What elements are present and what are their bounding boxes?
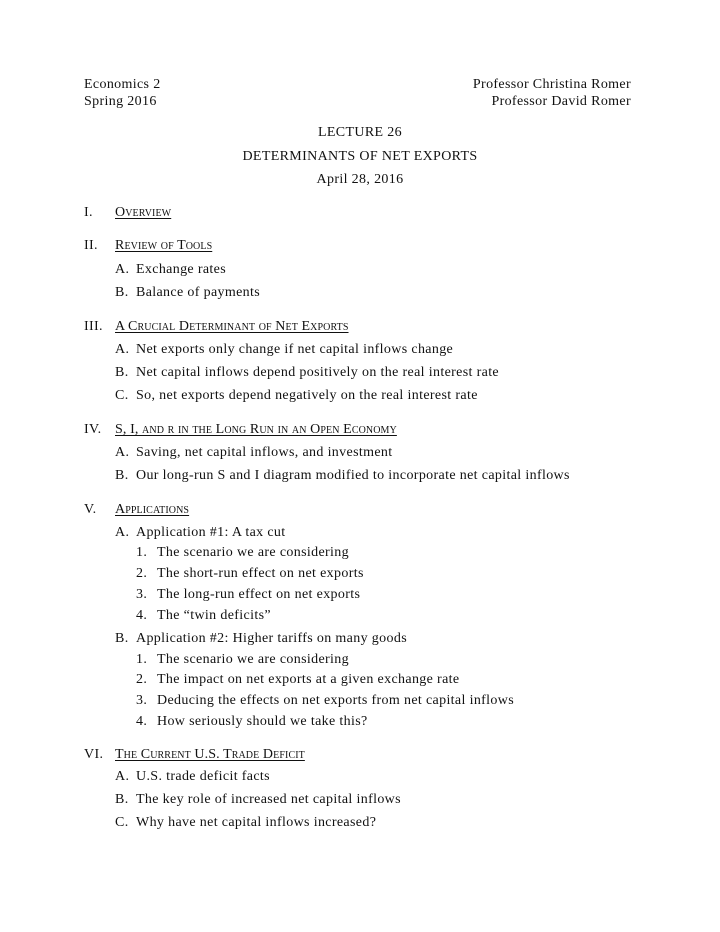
term: Spring 2016 (84, 94, 157, 109)
item-label: C. (115, 815, 129, 830)
section-number: V. (84, 502, 97, 517)
item-label: B. (115, 285, 129, 300)
item-label: A. (115, 342, 130, 357)
item-label: A. (115, 769, 130, 784)
item-text: Application #1: A tax cut (136, 525, 286, 540)
item-label: C. (115, 388, 129, 403)
item-text: Our long-run S and I diagram modified to incorporate net capital inflows (136, 468, 570, 483)
item-text: Saving, net capital inflows, and investment (136, 445, 393, 460)
item-text: U.S. trade deficit facts (136, 769, 270, 784)
section-number: III. (84, 319, 103, 334)
item-label: A. (115, 445, 130, 460)
lecture-date: April 28, 2016 (316, 172, 404, 187)
subitem-label: 4. (136, 714, 148, 729)
subitem-text: How seriously should we take this? (157, 714, 368, 729)
section-heading: Review of Tools (115, 238, 213, 253)
item-text: Application #2: Higher tariffs on many goods (136, 631, 407, 646)
item-label: B. (115, 468, 129, 483)
subitem-text: The impact on net exports at a given exchange rate (157, 672, 460, 687)
subitem-text: The short-run effect on net exports (157, 566, 364, 581)
section-heading: Overview (115, 205, 172, 220)
section-number: II. (84, 238, 98, 253)
item-label: A. (115, 262, 130, 277)
subitem-text: The scenario we are considering (157, 652, 349, 667)
subitem-label: 4. (136, 608, 148, 623)
subitem-label: 1. (136, 652, 148, 667)
item-text: Why have net capital inflows increased? (136, 815, 377, 830)
item-label: B. (115, 365, 129, 380)
item-label: B. (115, 631, 129, 646)
item-text: Net capital inflows depend positively on the real interest rate (136, 365, 499, 380)
subitem-label: 3. (136, 587, 148, 602)
section-heading: The Current U.S. Trade Deficit (115, 747, 305, 762)
item-text: Net exports only change if net capital inflows change (136, 342, 454, 357)
lecture-title: DETERMINANTS OF NET EXPORTS (242, 149, 478, 164)
section-number: VI. (84, 747, 104, 762)
item-label: A. (115, 525, 130, 540)
subitem-label: 3. (136, 693, 148, 708)
section-number: I. (84, 205, 93, 220)
professor-name-1: Professor Christina Romer (472, 77, 631, 92)
subitem-text: The scenario we are considering (157, 545, 349, 560)
lecture-number: LECTURE 26 (318, 125, 402, 140)
course-name: Economics 2 (84, 77, 161, 92)
item-label: B. (115, 792, 129, 807)
item-text: Exchange rates (136, 262, 227, 277)
section-heading: A Crucial Determinant of Net Exports (115, 319, 349, 334)
item-text: Balance of payments (136, 285, 261, 300)
subitem-label: 1. (136, 545, 148, 560)
subitem-label: 2. (136, 566, 148, 581)
section-heading: S, I, and r in the Long Run in an Open Economy (115, 422, 397, 437)
item-text: The key role of increased net capital inflows (136, 792, 401, 807)
subitem-text: Deducing the effects on net exports from net capital inflows (157, 693, 515, 708)
subitem-label: 2. (136, 672, 148, 687)
professor-name-2: Professor David Romer (491, 94, 631, 109)
subitem-text: The long-run effect on net exports (157, 587, 361, 602)
section-heading: Applications (115, 502, 190, 517)
item-text: So, net exports depend negatively on the real interest rate (136, 388, 478, 403)
section-number: IV. (84, 422, 102, 437)
subitem-text: The “twin deficits” (157, 608, 271, 623)
